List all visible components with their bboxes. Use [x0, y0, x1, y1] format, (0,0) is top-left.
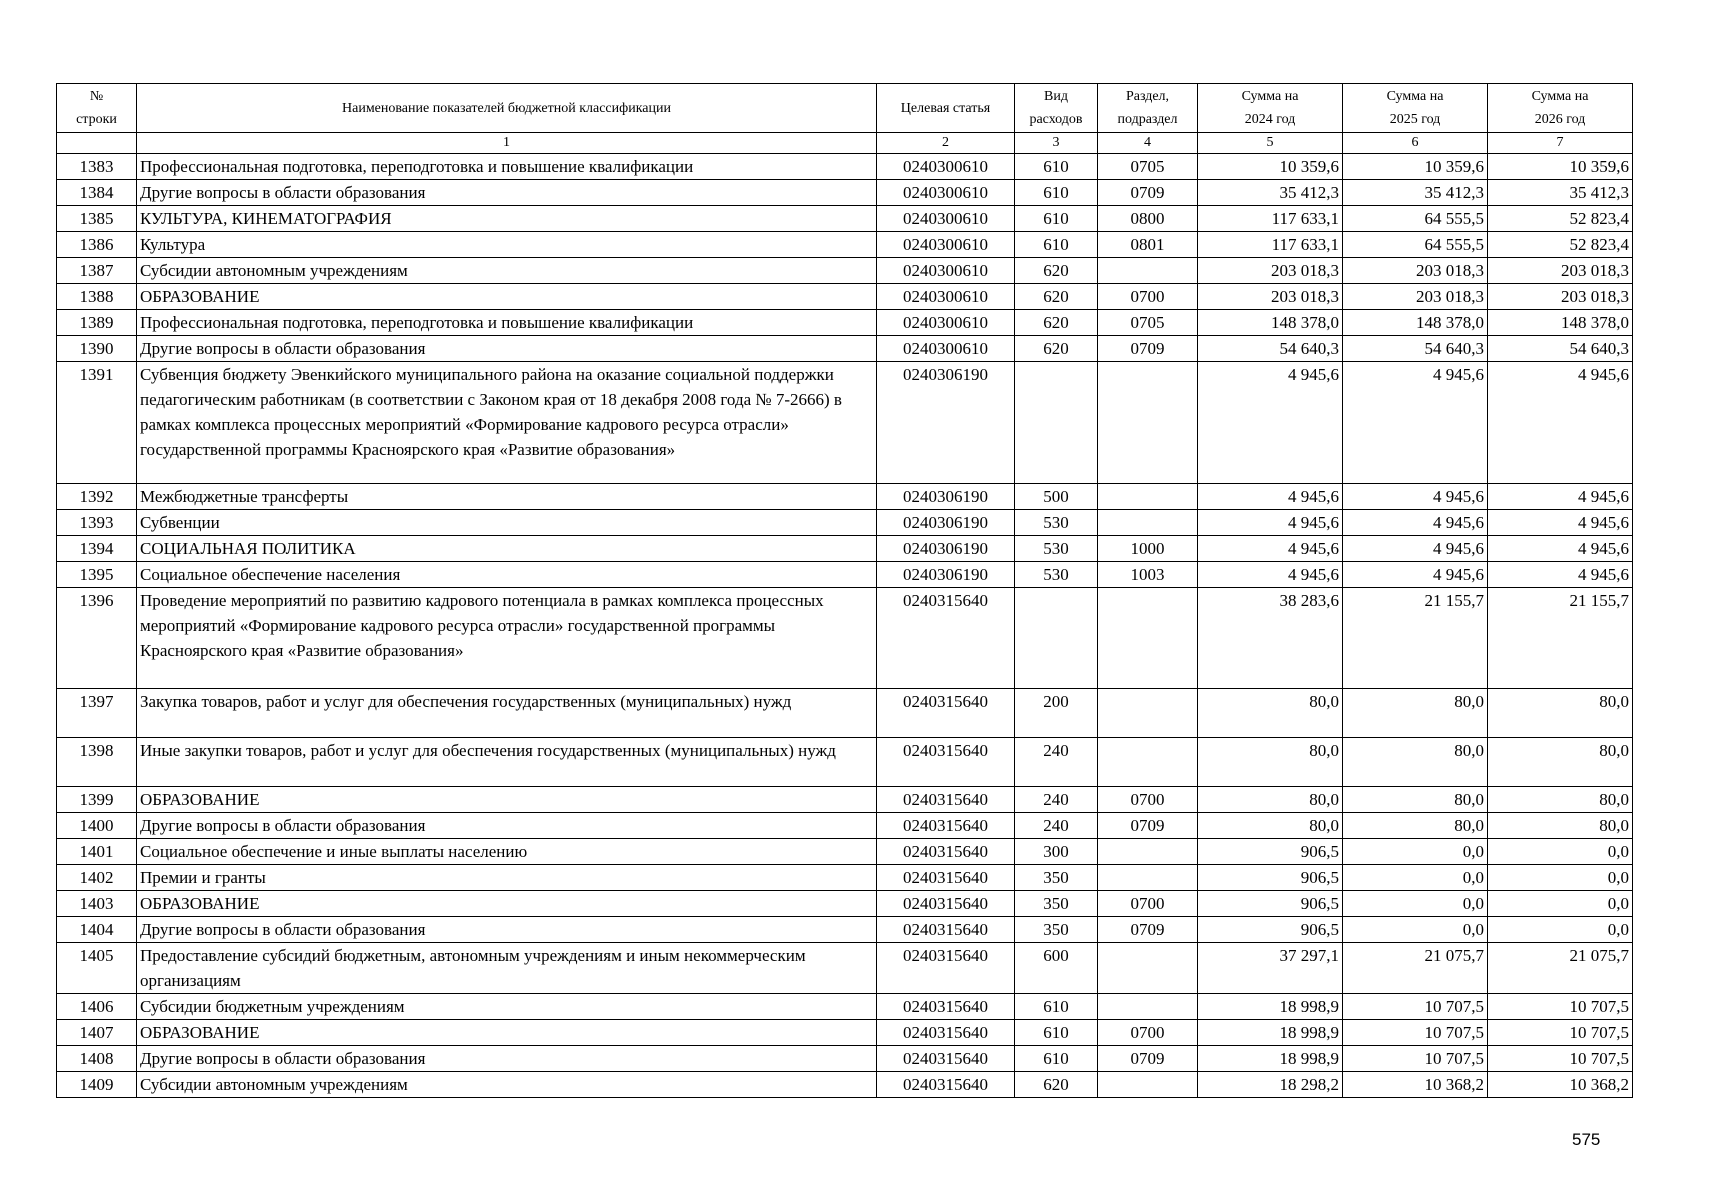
- row-number: 1407: [57, 1020, 137, 1046]
- table-row: [57, 154, 1633, 180]
- sum-2024: 80,0: [1198, 813, 1343, 839]
- section-code: 0705: [1098, 154, 1198, 180]
- sum-2024: 203 018,3: [1198, 284, 1343, 310]
- indicator-name: Профессиональная подготовка, переподготовка и повышение квалификации: [137, 154, 877, 180]
- expense-type: 620: [1015, 284, 1098, 310]
- target-article: 0240315640: [877, 689, 1015, 738]
- section-code: 0709: [1098, 336, 1198, 362]
- sum-2025: 4 945,6: [1343, 562, 1488, 588]
- indicator-name: Межбюджетные трансферты: [137, 484, 877, 510]
- target-article: 0240315640: [877, 1020, 1015, 1046]
- sum-2026: 10 368,2: [1488, 1072, 1633, 1098]
- sum-2026: 10 707,5: [1488, 994, 1633, 1020]
- row-number: 1386: [57, 232, 137, 258]
- sum-2024: 80,0: [1198, 738, 1343, 787]
- section-code: [1098, 994, 1198, 1020]
- table-row: [57, 284, 1633, 310]
- sum-2026: 10 707,5: [1488, 1046, 1633, 1072]
- table-row: [57, 536, 1633, 562]
- expense-type: [1015, 588, 1098, 689]
- table-row: [57, 206, 1633, 232]
- target-article: 0240300610: [877, 180, 1015, 206]
- target-article: 0240300610: [877, 258, 1015, 284]
- sum-2026: 80,0: [1488, 787, 1633, 813]
- sum-2025: 4 945,6: [1343, 536, 1488, 562]
- sum-2026: 80,0: [1488, 689, 1633, 738]
- table-row: [57, 510, 1633, 536]
- indicator-name: Профессиональная подготовка, переподготовка и повышение квалификации: [137, 310, 877, 336]
- sum-2025: 64 555,5: [1343, 232, 1488, 258]
- table-row: [57, 839, 1633, 865]
- page-number: 575: [1572, 1130, 1601, 1149]
- indicator-name: КУЛЬТУРА, КИНЕМАТОГРАФИЯ: [137, 206, 877, 232]
- table-row: [57, 180, 1633, 206]
- expense-type: 620: [1015, 336, 1098, 362]
- section-code: 1000: [1098, 536, 1198, 562]
- expense-type: 610: [1015, 1020, 1098, 1046]
- sum-2025: 0,0: [1343, 865, 1488, 891]
- sum-2025: 10 368,2: [1343, 1072, 1488, 1098]
- section-code: 0709: [1098, 180, 1198, 206]
- indicator-name: Культура: [137, 232, 877, 258]
- sum-2026: 21 075,7: [1488, 943, 1633, 994]
- sum-2026: 0,0: [1488, 839, 1633, 865]
- indicator-name: Другие вопросы в области образования: [137, 336, 877, 362]
- sum-2024: 4 945,6: [1198, 484, 1343, 510]
- indicator-name: Премии и гранты: [137, 865, 877, 891]
- sum-2024: 18 998,9: [1198, 1046, 1343, 1072]
- expense-type: [1015, 362, 1098, 484]
- expense-type: 610: [1015, 1046, 1098, 1072]
- row-number: 1408: [57, 1046, 137, 1072]
- section-code: [1098, 865, 1198, 891]
- target-article: 0240300610: [877, 284, 1015, 310]
- table-row: [57, 813, 1633, 839]
- sum-2024: 4 945,6: [1198, 362, 1343, 484]
- table-row: [57, 865, 1633, 891]
- indicator-name: Субсидии бюджетным учреждениям: [137, 994, 877, 1020]
- budget-sheet: [56, 83, 1632, 1098]
- expense-type: 620: [1015, 1072, 1098, 1098]
- target-article: 0240300610: [877, 154, 1015, 180]
- sum-2026: 148 378,0: [1488, 310, 1633, 336]
- header-name: Наименование показателей бюджетной классификации: [137, 84, 877, 133]
- sum-2025: 64 555,5: [1343, 206, 1488, 232]
- row-number: 1390: [57, 336, 137, 362]
- row-number: 1402: [57, 865, 137, 891]
- sum-2024: 4 945,6: [1198, 510, 1343, 536]
- section-code: [1098, 943, 1198, 994]
- table-row: [57, 336, 1633, 362]
- expense-type: 610: [1015, 232, 1098, 258]
- sum-2024: 37 297,1: [1198, 943, 1343, 994]
- sum-2026: 0,0: [1488, 891, 1633, 917]
- sum-2026: 35 412,3: [1488, 180, 1633, 206]
- column-number: 5: [1198, 133, 1343, 154]
- budget-table: [56, 83, 1633, 1098]
- target-article: 0240306190: [877, 536, 1015, 562]
- indicator-name: ОБРАЗОВАНИЕ: [137, 284, 877, 310]
- column-number: 6: [1343, 133, 1488, 154]
- sum-2024: 18 998,9: [1198, 994, 1343, 1020]
- row-number: 1398: [57, 738, 137, 787]
- target-article: 0240306190: [877, 362, 1015, 484]
- expense-type: 530: [1015, 536, 1098, 562]
- section-code: 0709: [1098, 917, 1198, 943]
- expense-type: 200: [1015, 689, 1098, 738]
- sum-2026: 10 359,6: [1488, 154, 1633, 180]
- sum-2024: 35 412,3: [1198, 180, 1343, 206]
- row-number: 1393: [57, 510, 137, 536]
- sum-2024: 117 633,1: [1198, 206, 1343, 232]
- sum-2024: 906,5: [1198, 917, 1343, 943]
- indicator-name: Социальное обеспечение и иные выплаты населению: [137, 839, 877, 865]
- table-header: [57, 84, 1633, 154]
- sum-2025: 4 945,6: [1343, 362, 1488, 484]
- expense-type: 620: [1015, 258, 1098, 284]
- sum-2025: 10 707,5: [1343, 1020, 1488, 1046]
- indicator-name: Предоставление субсидий бюджетным, автономным учреждениям и иным некоммерческим организациям: [137, 943, 877, 994]
- row-number: 1387: [57, 258, 137, 284]
- sum-2025: 10 359,6: [1343, 154, 1488, 180]
- table-row: [57, 562, 1633, 588]
- indicator-name: Проведение мероприятий по развитию кадрового потенциала в рамках комплекса процессных мероприятий «Формирование кадрового ресурса отрасли» государственной программы Красноярского края «Развитие образования»: [137, 588, 877, 689]
- sum-2024: 906,5: [1198, 891, 1343, 917]
- table-body: [57, 154, 1633, 1098]
- header-expense-type: Вид расходов: [1015, 84, 1098, 133]
- sum-2025: 0,0: [1343, 839, 1488, 865]
- sum-2026: 54 640,3: [1488, 336, 1633, 362]
- target-article: 0240300610: [877, 310, 1015, 336]
- sum-2024: 906,5: [1198, 865, 1343, 891]
- target-article: 0240315640: [877, 787, 1015, 813]
- sum-2024: 18 298,2: [1198, 1072, 1343, 1098]
- table-row: [57, 310, 1633, 336]
- section-code: [1098, 738, 1198, 787]
- target-article: 0240315640: [877, 839, 1015, 865]
- column-number: 1: [137, 133, 877, 154]
- sum-2025: 0,0: [1343, 891, 1488, 917]
- section-code: 0709: [1098, 813, 1198, 839]
- sum-2025: 80,0: [1343, 689, 1488, 738]
- sum-2026: 4 945,6: [1488, 362, 1633, 484]
- indicator-name: Другие вопросы в области образования: [137, 1046, 877, 1072]
- target-article: 0240315640: [877, 1072, 1015, 1098]
- row-number: 1395: [57, 562, 137, 588]
- expense-type: 240: [1015, 738, 1098, 787]
- sum-2024: 203 018,3: [1198, 258, 1343, 284]
- column-number: 4: [1098, 133, 1198, 154]
- expense-type: 240: [1015, 787, 1098, 813]
- column-number: 3: [1015, 133, 1098, 154]
- table-row: [57, 787, 1633, 813]
- target-article: 0240300610: [877, 206, 1015, 232]
- table-row: [57, 738, 1633, 787]
- sum-2026: 80,0: [1488, 738, 1633, 787]
- section-code: 0700: [1098, 891, 1198, 917]
- expense-type: 610: [1015, 994, 1098, 1020]
- sum-2024: 4 945,6: [1198, 562, 1343, 588]
- sum-2025: 10 707,5: [1343, 1046, 1488, 1072]
- row-number: 1400: [57, 813, 137, 839]
- target-article: 0240300610: [877, 232, 1015, 258]
- row-number: 1406: [57, 994, 137, 1020]
- sum-2025: 54 640,3: [1343, 336, 1488, 362]
- expense-type: 350: [1015, 917, 1098, 943]
- column-number-row: [57, 133, 1633, 154]
- row-number: 1389: [57, 310, 137, 336]
- row-number: 1409: [57, 1072, 137, 1098]
- row-number: 1401: [57, 839, 137, 865]
- expense-type: 530: [1015, 562, 1098, 588]
- expense-type: 350: [1015, 891, 1098, 917]
- section-code: 0700: [1098, 284, 1198, 310]
- indicator-name: Субвенция бюджету Эвенкийского муниципального района на оказание социальной поддержки педагогическим работникам (в соответствии с Законом края от 18 декабря 2008 года № 7-2666) в рамках комплекса процессных мероприятий «Формирование кадрового ресурса отрасли» государственной программы Красноярского края «Развитие образования»: [137, 362, 877, 484]
- sum-2024: 4 945,6: [1198, 536, 1343, 562]
- section-code: [1098, 839, 1198, 865]
- sum-2026: 203 018,3: [1488, 258, 1633, 284]
- expense-type: 300: [1015, 839, 1098, 865]
- sum-2026: 0,0: [1488, 917, 1633, 943]
- sum-2026: 4 945,6: [1488, 484, 1633, 510]
- row-number: 1392: [57, 484, 137, 510]
- section-code: [1098, 588, 1198, 689]
- header-row-number: № строки: [57, 84, 137, 133]
- row-number: 1399: [57, 787, 137, 813]
- sum-2024: 54 640,3: [1198, 336, 1343, 362]
- section-code: 0700: [1098, 787, 1198, 813]
- table-row: [57, 917, 1633, 943]
- row-number: 1403: [57, 891, 137, 917]
- sum-2026: 52 823,4: [1488, 206, 1633, 232]
- table-row: [57, 362, 1633, 484]
- indicator-name: Иные закупки товаров, работ и услуг для обеспечения государственных (муниципальных) нужд: [137, 738, 877, 787]
- expense-type: 610: [1015, 206, 1098, 232]
- expense-type: 500: [1015, 484, 1098, 510]
- row-number: 1405: [57, 943, 137, 994]
- row-number: 1384: [57, 180, 137, 206]
- section-code: [1098, 258, 1198, 284]
- sum-2025: 21 155,7: [1343, 588, 1488, 689]
- indicator-name: Субсидии автономным учреждениям: [137, 1072, 877, 1098]
- table-row: [57, 994, 1633, 1020]
- table-row: [57, 232, 1633, 258]
- row-number: 1396: [57, 588, 137, 689]
- expense-type: 610: [1015, 154, 1098, 180]
- indicator-name: Закупка товаров, работ и услуг для обеспечения государственных (муниципальных) нужд: [137, 689, 877, 738]
- column-number: 7: [1488, 133, 1633, 154]
- sum-2025: 80,0: [1343, 787, 1488, 813]
- sum-2026: 21 155,7: [1488, 588, 1633, 689]
- header-sum-2024: Сумма на 2024 год: [1198, 84, 1343, 133]
- row-number: 1397: [57, 689, 137, 738]
- sum-2026: 0,0: [1488, 865, 1633, 891]
- sum-2026: 80,0: [1488, 813, 1633, 839]
- header-target-article: Целевая статья: [877, 84, 1015, 133]
- sum-2024: 906,5: [1198, 839, 1343, 865]
- section-code: 0709: [1098, 1046, 1198, 1072]
- table-row: [57, 588, 1633, 689]
- sum-2025: 80,0: [1343, 738, 1488, 787]
- expense-type: 600: [1015, 943, 1098, 994]
- section-code: [1098, 510, 1198, 536]
- table-row: [57, 1046, 1633, 1072]
- table-row: [57, 1072, 1633, 1098]
- section-code: 0700: [1098, 1020, 1198, 1046]
- sum-2026: 4 945,6: [1488, 510, 1633, 536]
- section-code: [1098, 484, 1198, 510]
- section-code: 0705: [1098, 310, 1198, 336]
- target-article: 0240315640: [877, 1046, 1015, 1072]
- sum-2026: 4 945,6: [1488, 536, 1633, 562]
- sum-2026: 52 823,4: [1488, 232, 1633, 258]
- indicator-name: Субвенции: [137, 510, 877, 536]
- indicator-name: ОБРАЗОВАНИЕ: [137, 891, 877, 917]
- indicator-name: Другие вопросы в области образования: [137, 813, 877, 839]
- target-article: 0240306190: [877, 484, 1015, 510]
- table-row: [57, 484, 1633, 510]
- expense-type: 240: [1015, 813, 1098, 839]
- row-number: 1404: [57, 917, 137, 943]
- sum-2024: 148 378,0: [1198, 310, 1343, 336]
- sum-2025: 203 018,3: [1343, 284, 1488, 310]
- sum-2025: 10 707,5: [1343, 994, 1488, 1020]
- target-article: 0240300610: [877, 336, 1015, 362]
- expense-type: 350: [1015, 865, 1098, 891]
- target-article: 0240315640: [877, 994, 1015, 1020]
- target-article: 0240315640: [877, 738, 1015, 787]
- indicator-name: Другие вопросы в области образования: [137, 180, 877, 206]
- section-code: [1098, 689, 1198, 738]
- table-row: [57, 891, 1633, 917]
- header-sum-2025: Сумма на 2025 год: [1343, 84, 1488, 133]
- column-number: 2: [877, 133, 1015, 154]
- sum-2026: 203 018,3: [1488, 284, 1633, 310]
- section-code: [1098, 362, 1198, 484]
- indicator-name: Социальное обеспечение населения: [137, 562, 877, 588]
- sum-2025: 21 075,7: [1343, 943, 1488, 994]
- row-number: 1391: [57, 362, 137, 484]
- table-row: [57, 258, 1633, 284]
- target-article: 0240315640: [877, 588, 1015, 689]
- table-row: [57, 689, 1633, 738]
- expense-type: 610: [1015, 180, 1098, 206]
- header-section: Раздел, подраздел: [1098, 84, 1198, 133]
- sum-2024: 18 998,9: [1198, 1020, 1343, 1046]
- indicator-name: ОБРАЗОВАНИЕ: [137, 787, 877, 813]
- row-number: 1383: [57, 154, 137, 180]
- target-article: 0240315640: [877, 891, 1015, 917]
- table-row: [57, 943, 1633, 994]
- target-article: 0240315640: [877, 943, 1015, 994]
- sum-2024: 80,0: [1198, 787, 1343, 813]
- section-code: 0800: [1098, 206, 1198, 232]
- section-code: 1003: [1098, 562, 1198, 588]
- row-number: 1394: [57, 536, 137, 562]
- table-row: [57, 1020, 1633, 1046]
- header-sum-2026: Сумма на 2026 год: [1488, 84, 1633, 133]
- sum-2024: 80,0: [1198, 689, 1343, 738]
- sum-2025: 4 945,6: [1343, 510, 1488, 536]
- sum-2025: 148 378,0: [1343, 310, 1488, 336]
- target-article: 0240306190: [877, 510, 1015, 536]
- row-number: 1385: [57, 206, 137, 232]
- indicator-name: Другие вопросы в области образования: [137, 917, 877, 943]
- sum-2025: 203 018,3: [1343, 258, 1488, 284]
- column-number: [57, 133, 137, 154]
- indicator-name: ОБРАЗОВАНИЕ: [137, 1020, 877, 1046]
- sum-2025: 0,0: [1343, 917, 1488, 943]
- sum-2024: 10 359,6: [1198, 154, 1343, 180]
- sum-2026: 10 707,5: [1488, 1020, 1633, 1046]
- sum-2025: 35 412,3: [1343, 180, 1488, 206]
- indicator-name: Субсидии автономным учреждениям: [137, 258, 877, 284]
- target-article: 0240315640: [877, 865, 1015, 891]
- section-code: [1098, 1072, 1198, 1098]
- sum-2025: 4 945,6: [1343, 484, 1488, 510]
- indicator-name: СОЦИАЛЬНАЯ ПОЛИТИКА: [137, 536, 877, 562]
- row-number: 1388: [57, 284, 137, 310]
- target-article: 0240315640: [877, 813, 1015, 839]
- target-article: 0240315640: [877, 917, 1015, 943]
- section-code: 0801: [1098, 232, 1198, 258]
- expense-type: 530: [1015, 510, 1098, 536]
- sum-2024: 117 633,1: [1198, 232, 1343, 258]
- expense-type: 620: [1015, 310, 1098, 336]
- sum-2024: 38 283,6: [1198, 588, 1343, 689]
- sum-2025: 80,0: [1343, 813, 1488, 839]
- sum-2026: 4 945,6: [1488, 562, 1633, 588]
- target-article: 0240306190: [877, 562, 1015, 588]
